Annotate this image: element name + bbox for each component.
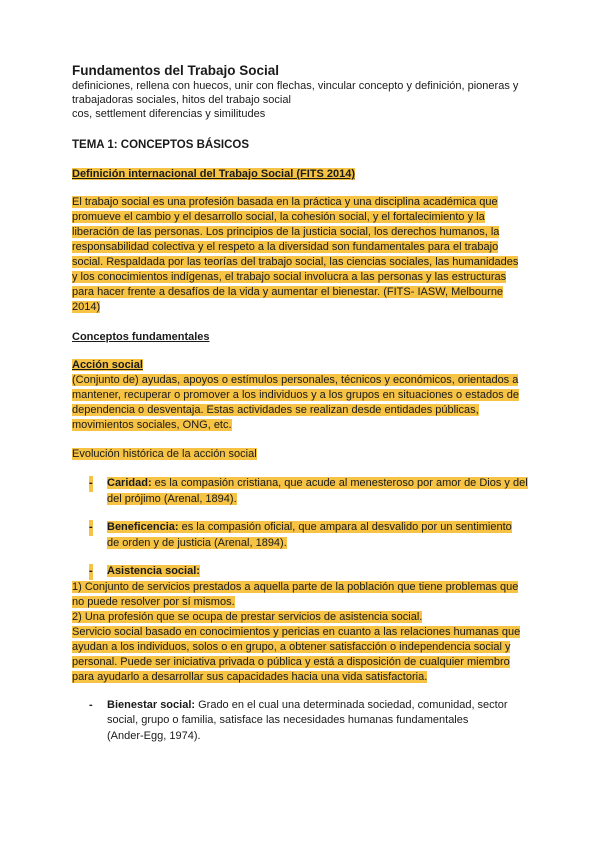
bienestar-line: Grado en el cual una determinada sociedad, comunidad, sector (195, 698, 508, 711)
accion-line: mantener, recuperar o promover a los individuos y a los grupos en situaciones o estados de (72, 389, 519, 401)
bullet-dash: - (89, 520, 93, 536)
definition-line: promueve el cambio y el desarrollo social, la cohesión social, y el fortalecimiento y la (72, 211, 485, 223)
beneficencia-line: de orden y de justicia (Arenal, 1894). (107, 536, 287, 549)
accion-line: movimientos sociales, ONG, etc. (72, 419, 232, 431)
beneficencia-term: Beneficencia: (107, 521, 179, 533)
list-item-caridad (72, 476, 528, 507)
asistencia-paragraph (72, 580, 528, 685)
asistencia-term: Asistencia social: (107, 565, 200, 577)
asistencia-line: 2) Una profesión que se ocupa de prestar servicios de asistencia social. (72, 610, 423, 623)
definition-line: responsabilidad colectiva y el respeto a la diversidad son fundamentales para el trabajo (72, 241, 499, 253)
definition-line: y los conocimientos indígenas, el trabajo social involucra a las personas y las estructuras (72, 271, 507, 283)
definition-line: liberación de las personas. Los principios de la justicia social, los derechos humanos, la (72, 226, 500, 238)
definition-line: social. Respaldada por las teorías del trabajo social, las ciencias sociales, las humanidades (72, 256, 519, 268)
definition-heading (72, 167, 528, 182)
accion-line: (Conjunto de) ayudas, apoyos o estímulos personales, técnicos y económicos, orientados a (72, 374, 519, 386)
definition-paragraph (72, 195, 528, 315)
bullet-dash: - (89, 698, 93, 711)
subtitle-line: cos, settlement diferencias y similitudes (72, 108, 266, 120)
asistencia-line: ayudan a los individuos, solos o en grupo, a obtener satisfacción o independencia social y (72, 640, 511, 653)
asistencia-line: para ayudarlo a desarrollar sus capacidades hacia una vida satisfactoria. (72, 670, 428, 683)
tema-heading: TEMA 1: CONCEPTOS BÁSICOS (72, 139, 249, 151)
bienestar-line: social, grupo o familia, satisface las necesidades humanas fundamentales (107, 714, 469, 726)
definition-line: El trabajo social es una profesión basada en la práctica y una disciplina académica que (72, 196, 498, 208)
definition-line: 2014) (72, 301, 101, 313)
accion-social-block (72, 358, 528, 433)
document-title: Fundamentos del Trabajo Social (72, 63, 280, 78)
accion-line: dependencia o desventaja. Estas actividades se realizan desde entidades públicas, (72, 404, 479, 416)
list-item-beneficencia (72, 520, 528, 551)
asistencia-line: personal. Puede ser iniciativa privada o pública y está a disposición de cualquier miembro (72, 655, 510, 668)
bienestar-term: Bienestar social: (107, 698, 196, 711)
conceptos-heading: Conceptos fundamentales (72, 331, 210, 343)
list-item-bienestar (72, 698, 528, 745)
list-item-asistencia (72, 564, 528, 580)
asistencia-line: 1) Conjunto de servicios prestados a aquella parte de la población que tiene problemas que (72, 580, 519, 593)
bienestar-line: (Ander-Egg, 1974). (107, 729, 201, 742)
bullet-dash: - (89, 476, 93, 492)
beneficencia-line: es la compasión oficial, que ampara al desvalido por un sentimiento (178, 521, 512, 533)
asistencia-line: Servicio social basado en conocimientos y pericias en cuanto a las relaciones humanas que (72, 625, 521, 638)
caridad-term: Caridad: (107, 477, 152, 489)
caridad-line: del prójimo (Arenal, 1894). (107, 492, 237, 505)
evolucion-heading: Evolución histórica de la acción social (72, 448, 257, 460)
caridad-line: es la compasión cristiana, que acude al menesteroso por amor de Dios y del (151, 477, 528, 489)
document-page (72, 62, 528, 744)
definition-line: para hacer frente a desafíos de la vida y aumentar el bienestar. (FITS- IASW, Melbourne (72, 286, 504, 298)
definition-heading-text: Definición internacional del Trabajo Social (FITS 2014) (72, 168, 356, 180)
subtitle-line: definiciones, rellena con huecos, unir con flechas, vincular concepto y definición, pioneras y (72, 80, 519, 92)
subtitle-line: trabajadoras sociales, hitos del trabajo social (72, 94, 291, 106)
accion-social-heading: Acción social (72, 359, 143, 371)
bullet-dash: - (89, 564, 93, 580)
asistencia-line: no puede resolver por sí mismos. (72, 595, 235, 608)
